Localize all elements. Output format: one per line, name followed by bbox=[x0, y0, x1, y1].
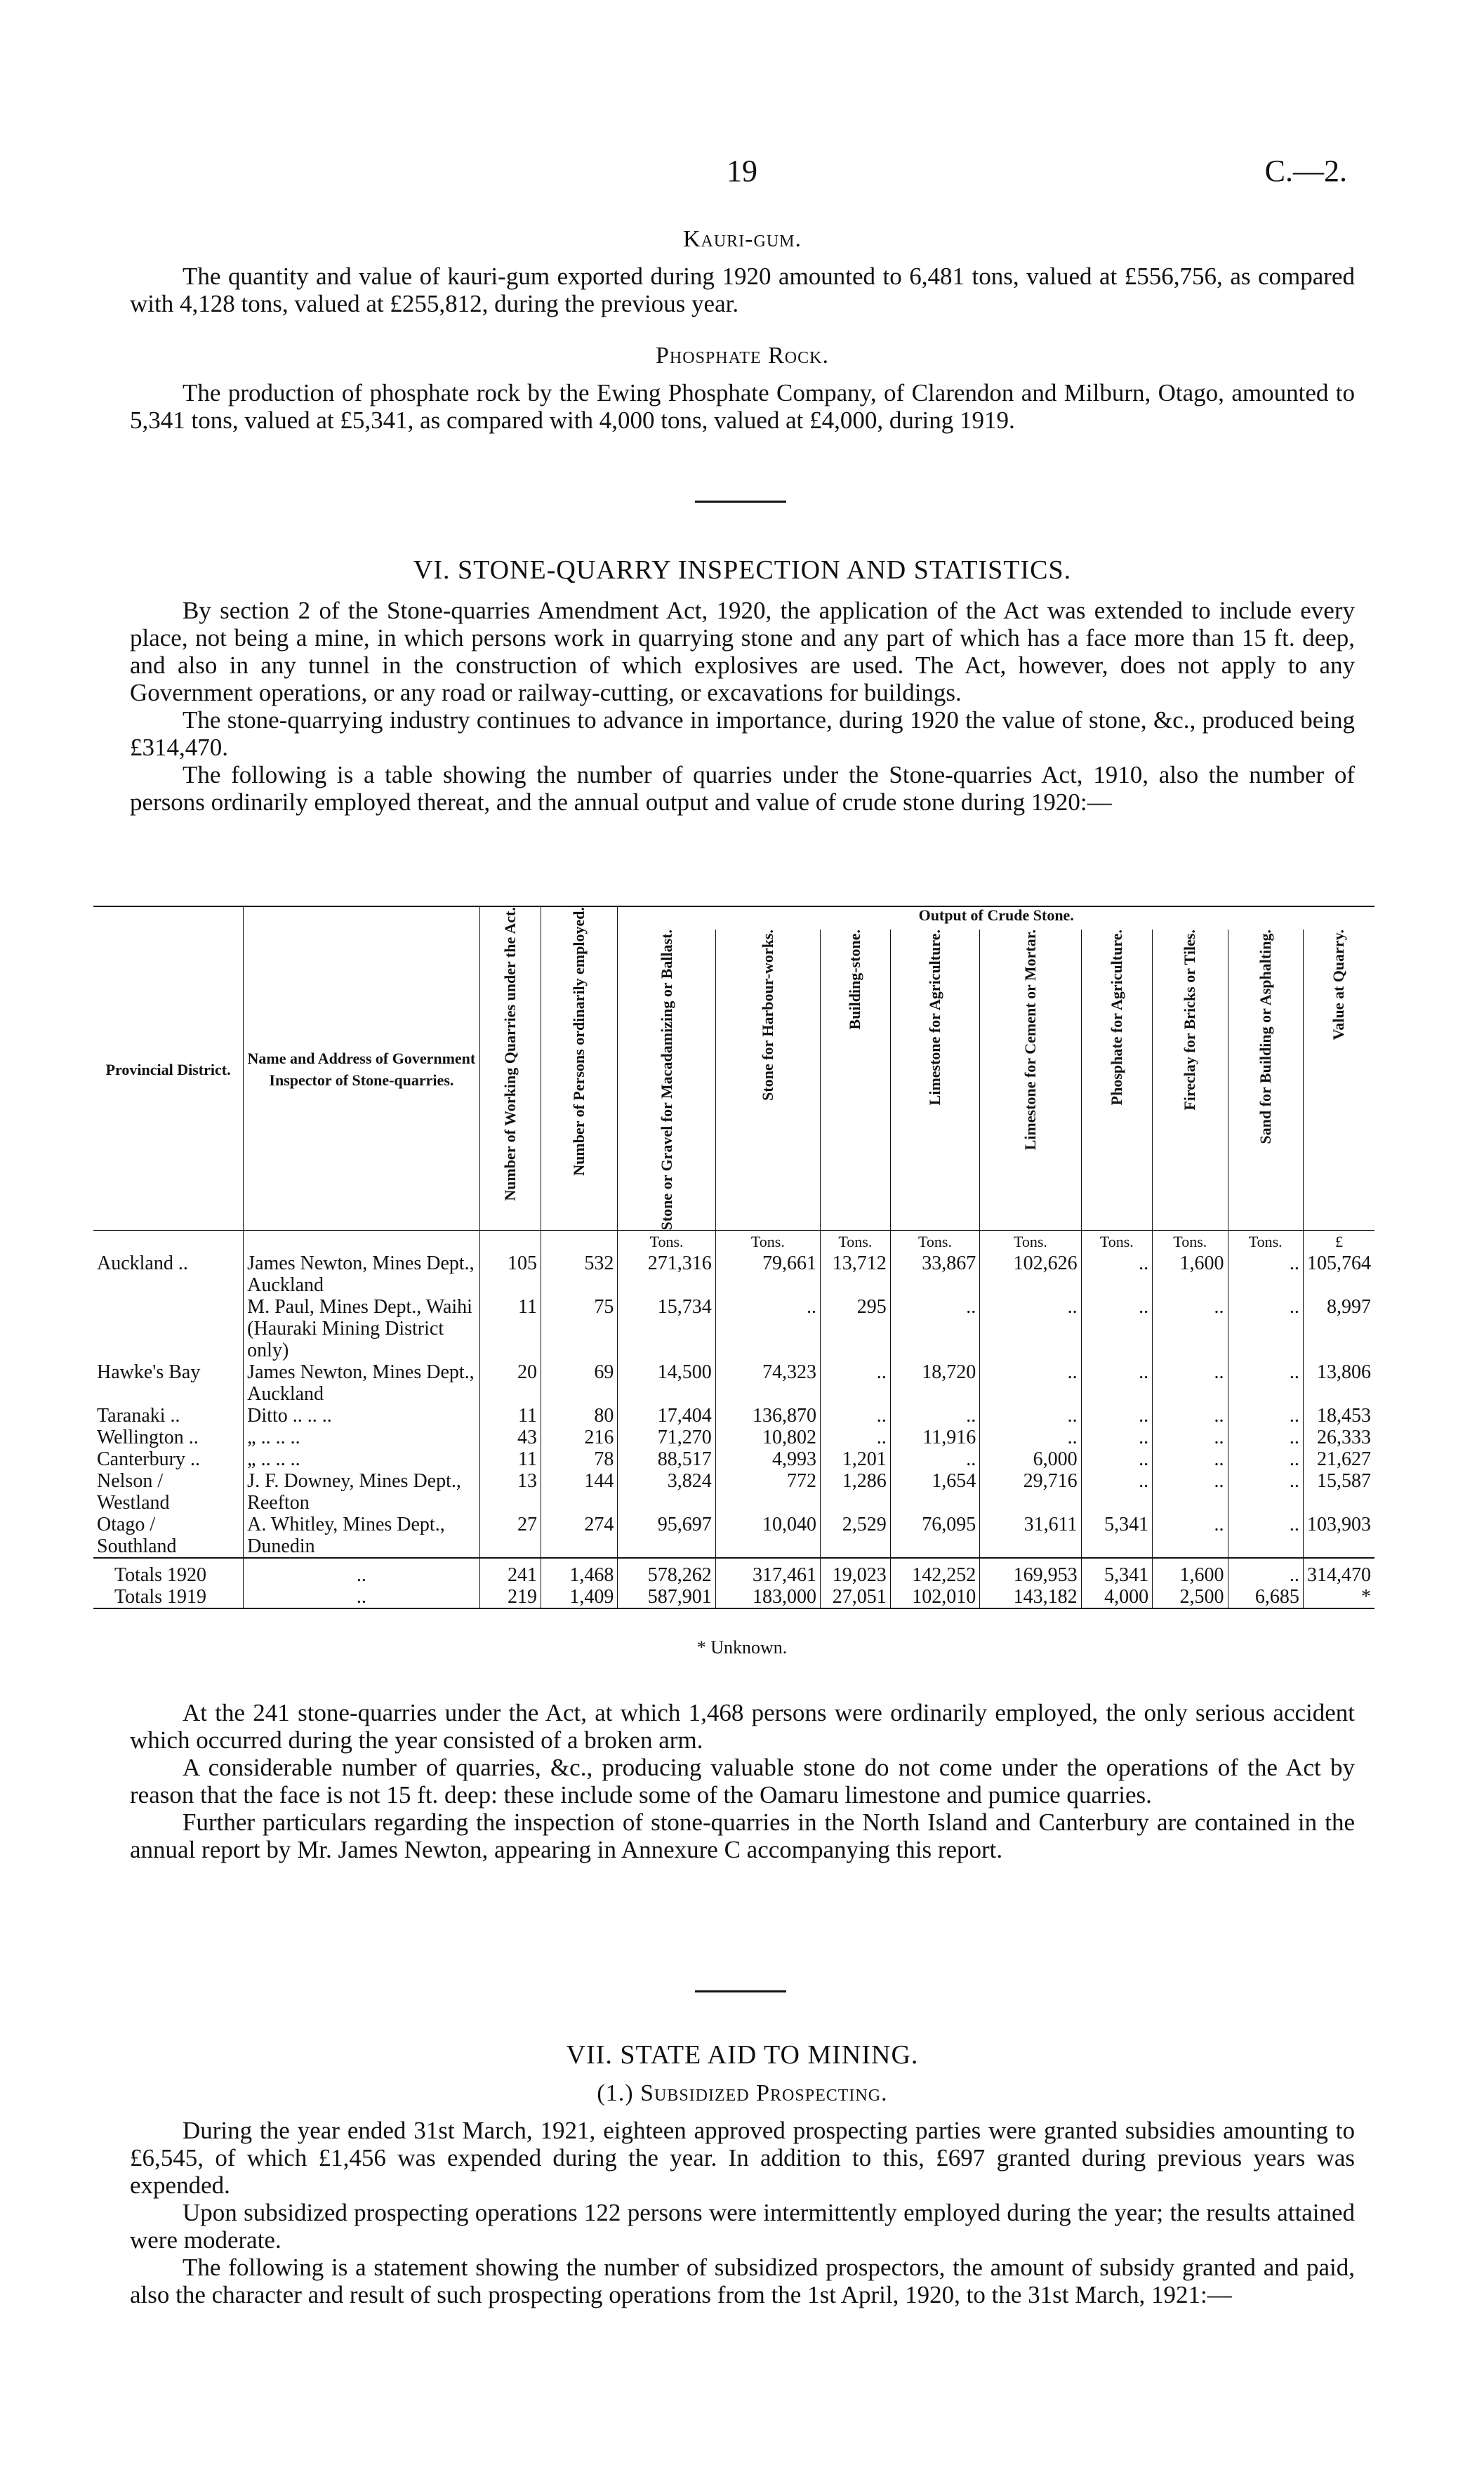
col-fireclay-header bbox=[1153, 930, 1228, 1231]
lime-cement-cell: 102,626 bbox=[980, 1252, 1081, 1296]
building-cell: 1,286 bbox=[820, 1470, 890, 1514]
lime-agri-cell: 33,867 bbox=[890, 1252, 980, 1296]
sand-cell: .. bbox=[1228, 1252, 1303, 1296]
col-fireclay-label: Fireclay for Bricks or Tiles. bbox=[1181, 930, 1199, 1111]
section-vi bbox=[130, 555, 1355, 816]
persons-cell: 69 bbox=[541, 1361, 618, 1405]
phosphate-cell: .. bbox=[1081, 1252, 1153, 1296]
fireclay-cell: 1,600 bbox=[1153, 1252, 1228, 1296]
col-harbour-label: Stone for Harbour-works. bbox=[758, 930, 776, 1101]
lime-cement-cell: 31,611 bbox=[980, 1514, 1081, 1558]
gravel-cell: 271,316 bbox=[618, 1252, 715, 1296]
unit-tons: Tons. bbox=[980, 1231, 1081, 1253]
col-district-label: Provincial District. bbox=[105, 1060, 231, 1078]
unit-tons: Tons. bbox=[618, 1231, 715, 1253]
district-cell: Auckland .. bbox=[97, 1252, 188, 1275]
phosphate-heading: Phosphate Rock. bbox=[656, 343, 829, 369]
building-cell: 27,051 bbox=[820, 1586, 890, 1608]
col-sand-label: Sand for Building or Asphalting. bbox=[1256, 930, 1274, 1144]
sand-cell: .. bbox=[1228, 1514, 1303, 1558]
lime-cement-cell: .. bbox=[980, 1427, 1081, 1448]
gravel-cell: 3,824 bbox=[618, 1470, 715, 1514]
col-harbour-header bbox=[715, 930, 820, 1231]
totals-label: Totals 1919 bbox=[93, 1586, 244, 1608]
harbour-cell: 4,993 bbox=[715, 1448, 820, 1470]
unit-tons: Tons. bbox=[1228, 1231, 1303, 1253]
phosphate-cell: .. bbox=[1081, 1405, 1153, 1427]
persons-cell: 144 bbox=[541, 1470, 618, 1514]
harbour-cell: 10,040 bbox=[715, 1514, 820, 1558]
sheet-reference: C.—2. bbox=[1264, 154, 1347, 188]
col-inspector-label: Name and Address of Government Inspector of Stone-quarries. bbox=[247, 1050, 476, 1090]
district-cell: Hawke's Bay bbox=[97, 1361, 201, 1384]
inspector-cell: A. Whitley, Mines Dept., Dunedin bbox=[244, 1514, 479, 1558]
building-cell: 2,529 bbox=[820, 1514, 890, 1558]
building-cell: 19,023 bbox=[820, 1558, 890, 1586]
phosphate-cell: .. bbox=[1081, 1296, 1153, 1361]
col-persons-label: Number of Persons ordinarily employed. bbox=[570, 907, 588, 1176]
kauri-gum-heading: Kauri-gum. bbox=[682, 226, 802, 252]
gravel-cell: 17,404 bbox=[618, 1405, 715, 1427]
after-table-para-1: At the 241 stone-quarries under the Act, at which 1,468 persons were ordinarily employed, the only serious accident which occurred during the year consisted of a broken arm. bbox=[130, 1699, 1355, 1754]
value-cell: 26,333 bbox=[1303, 1427, 1374, 1448]
quarries-cell: 11 bbox=[479, 1448, 541, 1470]
harbour-cell: 317,461 bbox=[715, 1558, 820, 1586]
unit-tons: Tons. bbox=[1081, 1231, 1153, 1253]
col-quarries-label: Number of Working Quarries under the Act. bbox=[501, 907, 519, 1201]
harbour-cell: 79,661 bbox=[715, 1252, 820, 1296]
col-district-header bbox=[93, 906, 244, 1231]
section-divider bbox=[695, 1990, 786, 1992]
quarries-cell: 241 bbox=[479, 1558, 541, 1586]
section-vii-para-3: The following is a statement showing the number of subsidized prospectors, the amount of subsidy granted and paid, also the character and result of such prospecting operations from the 1st April, 1920, to the 31st March, 1921:— bbox=[130, 2254, 1355, 2308]
lime-agri-cell: .. bbox=[890, 1448, 980, 1470]
gravel-cell: 587,901 bbox=[618, 1586, 715, 1608]
after-table-para-3: Further particulars regarding the inspection of stone-quarries in the North Island and Canterbury are contained in the annual report by Mr. James Newton, appearing in Annexure C accompanying this report. bbox=[130, 1809, 1355, 1863]
lime-agri-cell: .. bbox=[890, 1405, 980, 1427]
inspector-cell: M. Paul, Mines Dept., Waihi (Hauraki Mining District only) bbox=[244, 1296, 479, 1361]
table-row bbox=[93, 1296, 1374, 1361]
fireclay-cell: 2,500 bbox=[1153, 1586, 1228, 1608]
table-row bbox=[93, 1470, 1374, 1514]
inspector-cell: .. bbox=[244, 1586, 479, 1608]
units-row bbox=[93, 1231, 1374, 1253]
section-divider bbox=[695, 501, 786, 503]
section-vii-para-1: During the year ended 31st March, 1921, eighteen approved prospecting parties were granted subsidies amounting to £6,545, of which £1,456 was expended during the year. In addition to this, £697 granted during previous years was expended. bbox=[130, 2117, 1355, 2199]
unit-tons: Tons. bbox=[715, 1231, 820, 1253]
harbour-cell: 183,000 bbox=[715, 1586, 820, 1608]
gravel-cell: 14,500 bbox=[618, 1361, 715, 1405]
section-vii-subheading: (1.) Subsidized Prospecting. bbox=[597, 2080, 888, 2106]
col-quarries-header bbox=[479, 906, 541, 1231]
output-group-header: Output of Crude Stone. bbox=[618, 906, 1374, 930]
phosphate-cell: .. bbox=[1081, 1427, 1153, 1448]
harbour-cell: 772 bbox=[715, 1470, 820, 1514]
gravel-cell: 71,270 bbox=[618, 1427, 715, 1448]
value-cell: 18,453 bbox=[1303, 1405, 1374, 1427]
col-lime-agri-label: Limestone for Agriculture. bbox=[926, 930, 944, 1106]
district-cell: Taranaki .. bbox=[97, 1405, 180, 1427]
sand-cell: .. bbox=[1228, 1558, 1303, 1586]
section-vii-heading: VII. STATE AID TO MINING. bbox=[566, 2040, 919, 2070]
value-cell: 105,764 bbox=[1303, 1252, 1374, 1296]
totals-row bbox=[93, 1558, 1374, 1586]
totals-row bbox=[93, 1586, 1374, 1608]
sand-cell: .. bbox=[1228, 1296, 1303, 1361]
harbour-cell: 10,802 bbox=[715, 1427, 820, 1448]
col-building-header bbox=[820, 930, 890, 1231]
sand-cell: .. bbox=[1228, 1448, 1303, 1470]
fireclay-cell: .. bbox=[1153, 1405, 1228, 1427]
district-cell: Wellington .. bbox=[97, 1427, 199, 1449]
persons-cell: 78 bbox=[541, 1448, 618, 1470]
building-cell: 295 bbox=[820, 1296, 890, 1361]
page-number: 19 bbox=[727, 154, 757, 188]
fireclay-cell: .. bbox=[1153, 1361, 1228, 1405]
kauri-gum-section bbox=[130, 226, 1355, 317]
kauri-gum-text: The quantity and value of kauri-gum exported during 1920 amounted to 6,481 tons, valued at £556,756, as compared with 4,128 tons, valued at £255,812, during the previous year. bbox=[130, 263, 1355, 317]
lime-agri-cell: 11,916 bbox=[890, 1427, 980, 1448]
sand-cell: .. bbox=[1228, 1427, 1303, 1448]
harbour-cell: .. bbox=[715, 1296, 820, 1361]
sand-cell: .. bbox=[1228, 1361, 1303, 1405]
persons-cell: 274 bbox=[541, 1514, 618, 1558]
totals-label: Totals 1920 bbox=[93, 1558, 244, 1586]
table-row bbox=[93, 1252, 1374, 1296]
gravel-cell: 95,697 bbox=[618, 1514, 715, 1558]
fireclay-cell: .. bbox=[1153, 1448, 1228, 1470]
col-lime-cement-header bbox=[980, 930, 1081, 1231]
lime-agri-cell: 102,010 bbox=[890, 1586, 980, 1608]
building-cell: 1,201 bbox=[820, 1448, 890, 1470]
phosphate-cell: 4,000 bbox=[1081, 1586, 1153, 1608]
quarries-cell: 11 bbox=[479, 1296, 541, 1361]
after-table-para-2: A considerable number of quarries, &c., producing valuable stone do not come under the operations of the Act by reason that the face is not 15 ft. deep: these include some of the Oamaru limestone and pumice quarries. bbox=[130, 1754, 1355, 1809]
unit-tons: Tons. bbox=[890, 1231, 980, 1253]
inspector-cell: „ .. .. .. bbox=[244, 1427, 479, 1448]
fireclay-cell: .. bbox=[1153, 1470, 1228, 1514]
table-row bbox=[93, 1448, 1374, 1470]
quarries-cell: 43 bbox=[479, 1427, 541, 1448]
value-cell: 15,587 bbox=[1303, 1470, 1374, 1514]
col-value-header bbox=[1303, 930, 1374, 1231]
quarries-cell: 219 bbox=[479, 1586, 541, 1608]
building-cell: .. bbox=[820, 1361, 890, 1405]
gravel-cell: 578,262 bbox=[618, 1558, 715, 1586]
district-cell: Canterbury .. bbox=[97, 1448, 200, 1471]
lime-agri-cell: 142,252 bbox=[890, 1558, 980, 1586]
inspector-cell: Ditto .. .. .. bbox=[244, 1405, 479, 1427]
lime-agri-cell: 18,720 bbox=[890, 1361, 980, 1405]
unit-tons: Tons. bbox=[1153, 1231, 1228, 1253]
persons-cell: 1,409 bbox=[541, 1586, 618, 1608]
value-cell: 314,470 bbox=[1303, 1558, 1374, 1586]
phosphate-cell: .. bbox=[1081, 1361, 1153, 1405]
lime-agri-cell: 1,654 bbox=[890, 1470, 980, 1514]
fireclay-cell: .. bbox=[1153, 1296, 1228, 1361]
sand-cell: .. bbox=[1228, 1470, 1303, 1514]
gravel-cell: 15,734 bbox=[618, 1296, 715, 1361]
value-cell: 21,627 bbox=[1303, 1448, 1374, 1470]
phosphate-cell: .. bbox=[1081, 1448, 1153, 1470]
col-lime-agri-header bbox=[890, 930, 980, 1231]
stone-quarry-table bbox=[93, 906, 1374, 1609]
value-cell: 13,806 bbox=[1303, 1361, 1374, 1405]
inspector-cell: „ .. .. .. bbox=[244, 1448, 479, 1470]
quarries-cell: 11 bbox=[479, 1405, 541, 1427]
section-vi-para-2: The stone-quarrying industry continues to advance in importance, during 1920 the value of stone, &c., produced being £314,470. bbox=[130, 706, 1355, 761]
section-vi-para-1: By section 2 of the Stone-quarries Amendment Act, 1920, the application of the Act was extended to include every place, not being a mine, in which persons work in quarrying stone and any part of which has a face more than 15 ft. deep, and also in any tunnel in the construction of which explosives are used. The Act, however, does not apply to any Government operations, or any road or railway-cutting, or excavations for buildings. bbox=[130, 597, 1355, 706]
phosphate-section bbox=[130, 343, 1355, 434]
col-gravel-label: Stone or Gravel for Macadamizing or Ballast. bbox=[657, 930, 675, 1231]
lime-cement-cell: 143,182 bbox=[980, 1586, 1081, 1608]
lime-agri-cell: 76,095 bbox=[890, 1514, 980, 1558]
persons-cell: 80 bbox=[541, 1405, 618, 1427]
persons-cell: 75 bbox=[541, 1296, 618, 1361]
col-phosphate-label: Phosphate for Agriculture. bbox=[1107, 930, 1125, 1106]
building-cell: .. bbox=[820, 1427, 890, 1448]
building-cell: .. bbox=[820, 1405, 890, 1427]
section-vi-heading: VI. STONE-QUARRY INSPECTION AND STATISTICS. bbox=[413, 555, 1072, 585]
col-value-label: Value at Quarry. bbox=[1330, 930, 1348, 1040]
inspector-cell: James Newton, Mines Dept., Auckland bbox=[244, 1361, 479, 1405]
col-sand-header bbox=[1228, 930, 1303, 1231]
phosphate-cell: 5,341 bbox=[1081, 1514, 1153, 1558]
persons-cell: 1,468 bbox=[541, 1558, 618, 1586]
value-cell: * bbox=[1303, 1586, 1374, 1608]
district-cell bbox=[93, 1296, 244, 1361]
fireclay-cell: 1,600 bbox=[1153, 1558, 1228, 1586]
table-row bbox=[93, 1405, 1374, 1427]
col-phosphate-header bbox=[1081, 930, 1153, 1231]
phosphate-text: The production of phosphate rock by the Ewing Phosphate Company, of Clarendon and Milburn, Otago, amounted to 5,341 tons, valued at £5,341, as compared with 4,000 tons, valued at £4,000, during 1919. bbox=[130, 379, 1355, 434]
persons-cell: 216 bbox=[541, 1427, 618, 1448]
fireclay-cell: .. bbox=[1153, 1514, 1228, 1558]
unit-pound: £ bbox=[1303, 1231, 1374, 1253]
inspector-cell: J. F. Downey, Mines Dept., Reefton bbox=[244, 1470, 479, 1514]
inspector-cell: .. bbox=[244, 1558, 479, 1586]
lime-cement-cell: 29,716 bbox=[980, 1470, 1081, 1514]
lime-agri-cell: .. bbox=[890, 1296, 980, 1361]
table-row bbox=[93, 1514, 1374, 1558]
lime-cement-cell: .. bbox=[980, 1361, 1081, 1405]
fireclay-cell: .. bbox=[1153, 1427, 1228, 1448]
table-row bbox=[93, 1427, 1374, 1448]
harbour-cell: 136,870 bbox=[715, 1405, 820, 1427]
table-row bbox=[93, 1361, 1374, 1405]
building-cell: 13,712 bbox=[820, 1252, 890, 1296]
section-vii-para-2: Upon subsidized prospecting operations 122 persons were intermittently employed during the year; the results attained were moderate. bbox=[130, 2199, 1355, 2254]
col-inspector-header bbox=[244, 906, 479, 1231]
district-cell: Otago / Southland bbox=[97, 1514, 177, 1558]
sand-cell: 6,685 bbox=[1228, 1586, 1303, 1608]
after-table-text bbox=[130, 1699, 1355, 1863]
quarries-cell: 27 bbox=[479, 1514, 541, 1558]
persons-cell: 532 bbox=[541, 1252, 618, 1296]
quarries-cell: 13 bbox=[479, 1470, 541, 1514]
section-vii bbox=[130, 2040, 1355, 2308]
value-cell: 103,903 bbox=[1303, 1514, 1374, 1558]
lime-cement-cell: .. bbox=[980, 1405, 1081, 1427]
col-lime-cement-label: Limestone for Cement or Mortar. bbox=[1021, 930, 1039, 1151]
col-building-label: Building-stone. bbox=[846, 930, 864, 1030]
col-persons-header bbox=[541, 906, 618, 1231]
col-gravel-header bbox=[618, 930, 715, 1231]
lime-cement-cell: .. bbox=[980, 1296, 1081, 1361]
phosphate-cell: 5,341 bbox=[1081, 1558, 1153, 1586]
section-vi-para-3: The following is a table showing the number of quarries under the Stone-quarries Act, 1910, also the number of persons ordinarily employed thereat, and the annual output and value of crude stone during 1920:— bbox=[130, 761, 1355, 816]
quarries-cell: 20 bbox=[479, 1361, 541, 1405]
lime-cement-cell: 6,000 bbox=[980, 1448, 1081, 1470]
district-cell: Nelson / Westland bbox=[97, 1470, 170, 1514]
quarries-cell: 105 bbox=[479, 1252, 541, 1296]
unit-tons: Tons. bbox=[820, 1231, 890, 1253]
sand-cell: .. bbox=[1228, 1405, 1303, 1427]
gravel-cell: 88,517 bbox=[618, 1448, 715, 1470]
value-cell: 8,997 bbox=[1303, 1296, 1374, 1361]
harbour-cell: 74,323 bbox=[715, 1361, 820, 1405]
table-footnote: * Unknown. bbox=[696, 1637, 788, 1658]
phosphate-cell: .. bbox=[1081, 1470, 1153, 1514]
inspector-cell: James Newton, Mines Dept., Auckland bbox=[244, 1252, 479, 1296]
lime-cement-cell: 169,953 bbox=[980, 1558, 1081, 1586]
